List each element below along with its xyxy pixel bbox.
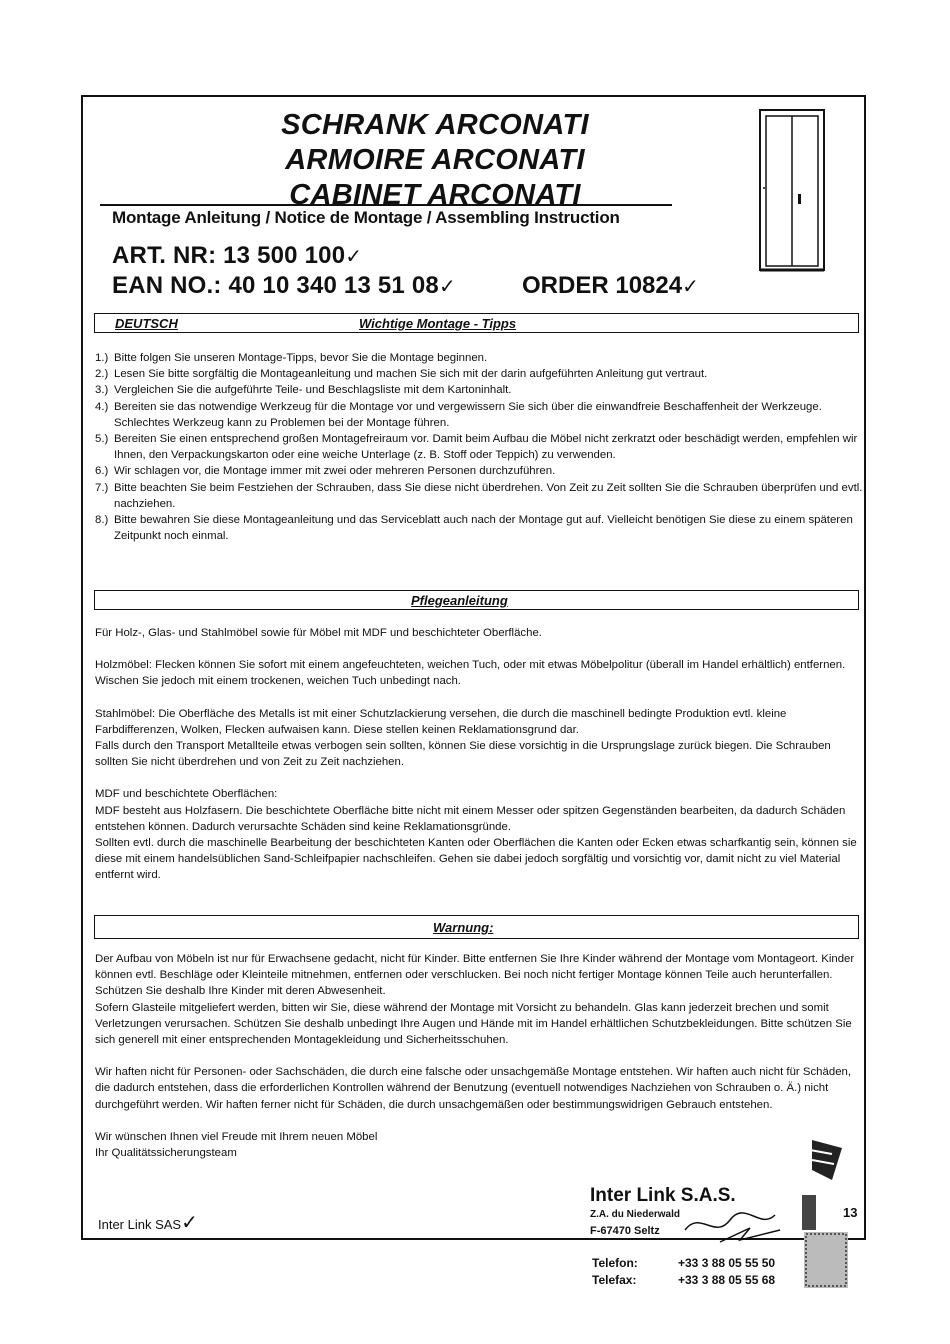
phone-row: [592, 1256, 776, 1270]
check-mark: ✓: [682, 276, 699, 298]
warning-text: [95, 951, 865, 1161]
company-name: Inter Link S.A.S.: [590, 1185, 736, 1206]
warning-p1: Der Aufbau von Möbeln ist nur für Erwachsene gedacht, nicht für Kinder. Bitte entfernen Sie Ihre Kinder während der Montage vom Montageort. Kinder können evtl. Beschläge oder Kleinteile mitnehmen, entfernen oder verschlucken. Bei noch nicht fertiger Montage können Teile auch herunterfallen. Schützen Sie deshalb Ihre Kinder mit deren Abwesenheit.: [95, 953, 855, 998]
list-item: 2.) Lesen Sie bitte sorgfältig die Montageanleitung und machen Sie sich mit der darin aufgeführten Anleitung gut vertraut.: [95, 368, 708, 381]
care-mdf-1: MDF besteht aus Holzfasern. Die beschichtete Oberfläche bitte nicht mit einem Messer oder spitzen Gegenständen bearbeiten, da dadurch Schäden entstehen können. Dadurch verursachte Schäden sind keine Reklamationsgründe.: [95, 804, 846, 833]
tips-list: [95, 350, 863, 544]
signature-company: Inter Link SAS✓: [98, 1212, 198, 1234]
ean-number-value: EAN NO.: 40 10 340 13 51 08: [112, 272, 439, 299]
care-heading: Pflegeanleitung: [411, 593, 508, 608]
warning-p2: Sofern Glasteile mitgeliefert werden, bitten wir Sie, diese während der Montage mit Vorsicht zu behandeln. Glas kann jederzeit brechen und somit Verletzungen verursachen. Schützen Sie deshalb unbedingt Ihre Augen und Hände mit im Handel erhältlichen Schutzbekleidungen. Bitte schützen Sie sich generell mit einer entsprechenden Montagekleidung und Sicherheitsschuhen.: [95, 1001, 852, 1047]
care-steel-1: Stahlmöbel: Die Oberfläche des Metalls ist mit einer Schutzlackierung versehen, die durch die maschinell bedingte Produktion evtl. kleine Farbdifferenzen, Wolken, Flecken aufwaisen kann. Diese stellen keinen Reklamationsgrund dar.: [95, 707, 787, 736]
title-underline: [100, 204, 672, 206]
check-mark: ✓: [181, 1212, 198, 1234]
tips-heading: Wichtige Montage - Tipps: [359, 316, 517, 331]
language-label: DEUTSCH: [115, 316, 178, 331]
list-item: 8.) Bitte bewahren Sie diese Montageanleitung und das Serviceblatt auch nach der Montage gut auf. Vielleicht benötigen Sie diese zu einem späteren Zeitpunkt noch einmal.: [95, 514, 853, 543]
fax-number: +33 3 88 05 55 68: [678, 1273, 776, 1287]
care-instructions: [95, 625, 865, 884]
fax-label: Telefax:: [592, 1273, 637, 1287]
care-wood: Holzmöbel: Flecken können Sie sofort mit einem angefeuchteten, weichen Tuch, oder mit etwas Möbelpolitur (überall im Handel erhältlich) entfernen. Wischen Sie jedoch mit einem trockenen, weichen Tuch unbedingt nach.: [95, 659, 846, 688]
care-intro: Für Holz-, Glas- und Stahlmöbel sowie für Möbel mit MDF und beschichteter Oberfläche.: [95, 627, 542, 639]
care-mdf-2: Sollten evtl. durch die maschinelle Bearbeitung der beschichteten Kanten oder Oberflächen die Kanten oder Ecken etwas scharfkantig sein, können sie diese mit einem handelsüblichen Sand-Schleifpapier nachschleifen. Gehen sie dabei jedoch sorgfältig und vorsichtig vor, damit nicht zu viel Material entfernt wird.: [95, 837, 857, 882]
ean-number: [112, 272, 456, 300]
warning-heading: Warnung:: [433, 920, 494, 935]
care-steel-2: Falls durch den Transport Metallteile etwas verbogen sein sollten, können Sie diese vorsichtig in die Ursprungslage zurück biegen. Die Schrauben sollten Sie nicht überdrehen und von Zeit zu Zeit nachziehen.: [95, 740, 831, 769]
company-city: F-67470 Seltz: [590, 1225, 660, 1237]
list-item: 7.) Bitte beachten Sie beim Festziehen der Schrauben, dass Sie diese nicht überdrehen. Von Zeit zu Zeit sollten Sie die Schrauben überprüfen und evtl. nachziehen.: [95, 481, 863, 510]
list-item: 3.) Vergleichen Sie die aufgeführte Teile- und Beschlagsliste mit dem Kartoninhalt.: [95, 384, 512, 397]
care-mdf-title: MDF und beschichtete Oberflächen:: [95, 788, 278, 801]
list-item: 1.) Bitte folgen Sie unseren Montage-Tipps, bevor Sie die Montage beginnen.: [95, 352, 488, 364]
title-line-en: CABINET ARCONATI: [289, 179, 581, 211]
company-address: Z.A. du Niederwald: [590, 1209, 681, 1220]
document-title: [200, 108, 670, 213]
page-number: 13: [843, 1205, 858, 1220]
article-number-value: ART. NR: 13 500 100: [112, 242, 346, 269]
list-item: 5.) Bereiten Sie einen entsprechend großen Montagefreiraum vor. Damit beim Aufbau die Möbel nicht zerkratzt oder beschädigt werden, empfehlen wir Ihnen, den Verpackungskarton oder eine weiche Unterlage (z. B. Stoff oder Teppich) zu verwenden.: [95, 433, 858, 462]
order-number-value: ORDER 10824: [522, 272, 683, 299]
article-number: [112, 242, 362, 270]
warning-p3: Wir haften nicht für Personen- oder Sachschäden, die durch eine falsche oder unsachgemäße Montage entstehen. Wir haften auch nicht für Schäden, die dadurch entstehen, dass die erforderlichen Kontrollen während der Benutzung (eventuell notwendiges Nachziehen von Schrauben o. Ä.) nicht durchgeführt werden. Wir haften ferner nicht für Schäden, die durch unsachgemäßen oder bestimmungswidrigen Gebrauch entstehen.: [95, 1066, 852, 1111]
subtitle: Montage Anleitung / Notice de Montage / Assembling Instruction: [112, 208, 620, 227]
closing-1: Wir wünschen Ihnen viel Freude mit Ihrem neuen Möbel: [95, 1130, 378, 1143]
order-number: [522, 272, 699, 300]
check-mark: ✓: [438, 276, 456, 298]
title-line-de: SCHRANK ARCONATI: [281, 109, 589, 141]
check-mark: ✓: [345, 246, 363, 268]
phone-label: Telefon:: [592, 1256, 638, 1270]
fax-row: [592, 1273, 776, 1287]
cabinet-illustration: [756, 108, 828, 274]
list-item: 6.) Wir schlagen vor, die Montage immer mit zwei oder mehreren Personen durchzuführen.: [95, 465, 556, 478]
phone-number: +33 3 88 05 55 50: [678, 1256, 776, 1270]
handwritten-signature: [680, 1200, 800, 1250]
section-header-warning: [94, 915, 859, 939]
section-header-tips: [94, 313, 859, 333]
closing-2: Ihr Qualitätssicherungsteam: [95, 1147, 237, 1160]
list-item: 4.) Bereiten sie das notwendige Werkzeug für die Montage vor und vergewissern Sie sich über die einwandfreie Beschaffenheit der Werkzeuge. Schlechtes Werkzeug kann zu Problemen bei der Montage führen.: [95, 400, 822, 429]
title-line-fr: ARMOIRE ARCONATI: [285, 144, 585, 176]
section-header-care: [94, 590, 859, 610]
